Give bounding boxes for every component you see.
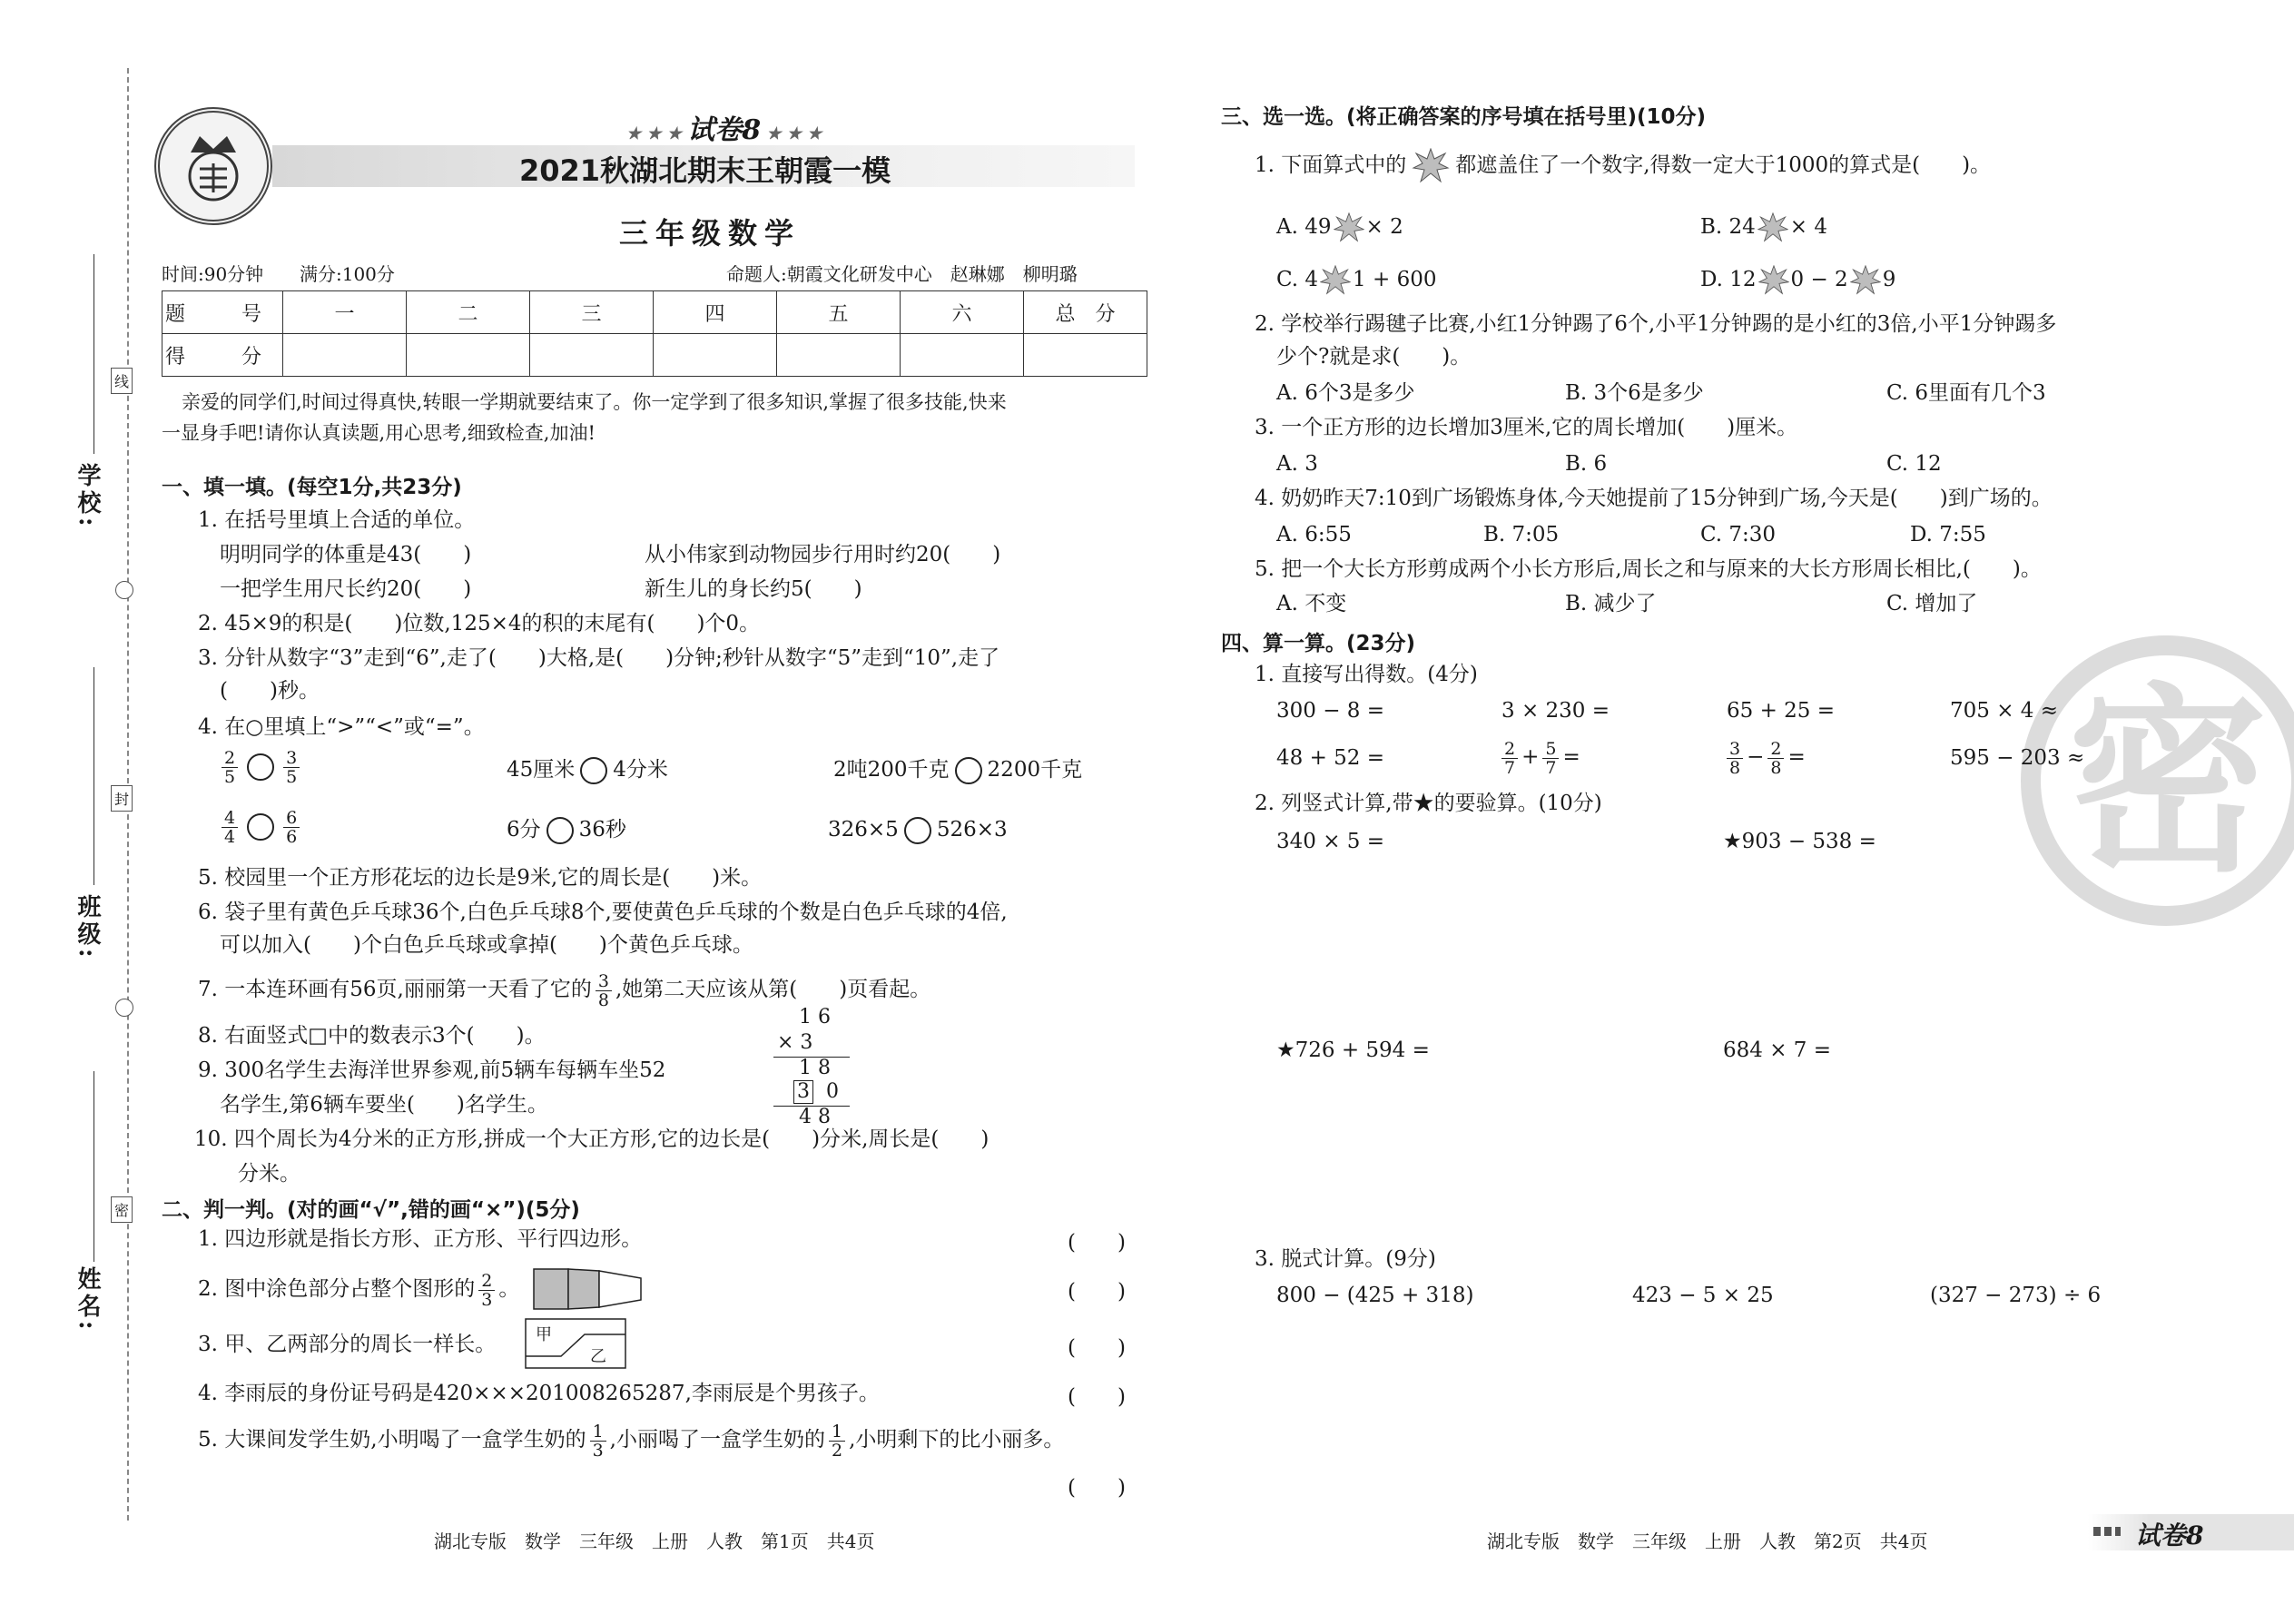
calc-item: (327 − 273) ÷ 6 (1930, 1284, 2102, 1307)
compare-right: 36秒 (578, 818, 626, 842)
fraction-numerator: 1 (829, 1422, 845, 1442)
option-text: A. 3 (1276, 452, 1318, 476)
section-title: 三、选一选。(将正确答案的序号填在括号里)(10分) (1221, 105, 1707, 129)
question-part: 1. 下面算式中的 (1255, 153, 1407, 177)
score-table-score-row (162, 334, 1147, 377)
fraction-denominator: 2 (831, 1440, 843, 1461)
option-text: C. 7:30 (1700, 523, 1777, 546)
fraction-numerator: 4 (222, 809, 238, 828)
score-cell-input[interactable] (407, 334, 530, 377)
corner-badge-label: 试卷8 (2135, 1521, 2204, 1550)
question-text: 1. 直接写出得数。(4分) (1255, 663, 1478, 686)
question-text: 6. 袋子里有黄色乒乓球36个,白色乒乓球8个,要使黄色乒乓球的个数是白色乒乓球的4倍, (198, 901, 1008, 924)
option-text: B. 6 (1565, 452, 1608, 476)
operator: + (1521, 745, 1540, 769)
region-label-yi: 乙 (590, 1347, 606, 1366)
option-text: B. 7:05 (1483, 523, 1560, 546)
calc-item: 800 − (425 + 318) (1276, 1284, 1474, 1307)
question-text: 1. 在括号里填上合适的单位。 (198, 508, 476, 532)
fraction-numerator: 2 (222, 749, 238, 768)
question-text: 名学生,第6辆车要坐( )名学生。 (220, 1093, 548, 1117)
brand-logo (154, 107, 272, 225)
perimeter-figure (525, 1318, 626, 1369)
score-cell-input[interactable] (654, 334, 777, 377)
binding-hole-icon (115, 999, 133, 1017)
question-text: 可以加入( )个白色乒乓球或拿掉( )个黄色乒乓球。 (220, 933, 753, 957)
question-text: 5. 校园里一个正方形花坛的边长是9米,它的周长是( )米。 (198, 866, 763, 890)
binding-mark-mi: 密 (111, 1196, 133, 1223)
option-part: × 2 (1365, 215, 1403, 239)
binding-mark-feng: 封 (111, 785, 133, 812)
question-text: 2. 45×9的积是( )位数,125×4的积的末尾有( )个0。 (198, 612, 761, 635)
fraction-numerator: 3 (596, 972, 612, 991)
fraction (283, 809, 300, 846)
option-text: B. 3个6是多少 (1565, 381, 1704, 405)
question-text: 5. 把一个大长方形剪成两个小长方形后,周长之和与原来的大长方形周长相比,( )。 (1255, 557, 2042, 581)
question-text: 4. 李雨辰的身份证号码是420×××201008265287,李雨辰是个男孩子。 (198, 1382, 880, 1405)
operator: = (1562, 745, 1580, 769)
score-cell-input[interactable] (1024, 334, 1147, 377)
corner-badge-deco (2093, 1527, 2121, 1536)
question-text: 3. 甲、乙两部分的周长一样长。 (198, 1333, 497, 1356)
score-table-cell: 六 (901, 291, 1024, 334)
fraction-numerator: 2 (1501, 740, 1518, 759)
section-title: 二、判一判。(对的画“√”,错的画“×”)(5分) (162, 1198, 580, 1222)
calc-row: 1 8 (799, 1057, 831, 1079)
calc-item: 340 × 5 = (1276, 830, 1385, 853)
intro-text: 亲爱的同学们,时间过得真快,转眼一学期就要结束了。你一定学到了很多知识,掌握了很多技能,快来 (182, 391, 1007, 413)
question-text: 10. 四个周长为4分米的正方形,拼成一个大正方形,它的边长是( )分米,周长是( ) (194, 1127, 989, 1151)
option-part: 0 − 2 (1790, 268, 1848, 291)
crown-icon (160, 113, 267, 220)
option-text: C. 6里面有几个3 (1886, 381, 2046, 405)
calc-box: 3 (793, 1080, 813, 1104)
fraction (222, 749, 238, 786)
fraction-denominator: 7 (1504, 757, 1516, 778)
corner-badge (2088, 1514, 2294, 1550)
fraction-denominator: 3 (592, 1440, 604, 1461)
calc-row: 4 8 (799, 1106, 831, 1128)
full-score-info: 满分:100分 (300, 263, 395, 285)
option-part: B. 24 (1700, 215, 1756, 239)
question-text (1255, 147, 1991, 184)
score-table-cell: 五 (777, 291, 901, 334)
question-text: 少个?就是求( )。 (1276, 345, 1472, 369)
score-cell-input[interactable] (283, 334, 407, 377)
badge-label: 试卷8 (687, 114, 762, 146)
subject-title: 三年级数学 (619, 216, 802, 251)
question-text: 2. 列竖式计算,带★的要验算。(10分) (1255, 792, 1602, 815)
calc-item: 423 − 5 × 25 (1632, 1284, 1774, 1307)
splat-icon (1758, 265, 1789, 296)
region-label-jia: 甲 (536, 1325, 552, 1344)
fraction-numerator: 3 (283, 749, 300, 768)
calc-item (1723, 735, 1806, 779)
question-text: 1. 四边形就是指长方形、正方形、平行四边形。 (198, 1227, 643, 1251)
question-text: 3. 分针从数字“3”走到“6”,走了( )大格,是( )分钟;秒针从数字“5”走到“10”,走了 (198, 646, 1000, 670)
compare-right: 4分米 (613, 758, 668, 782)
compare-circle[interactable] (247, 813, 274, 841)
option-text: A. 6:55 (1276, 523, 1352, 546)
option-text (1700, 211, 1827, 243)
fraction-denominator: 8 (597, 989, 609, 1010)
compare-circle[interactable] (580, 757, 607, 784)
question-part: ,小明剩下的比小丽多。 (849, 1428, 1065, 1452)
question-text: 8. 右面竖式□中的数表示3个( )。 (198, 1024, 546, 1048)
splat-icon (1334, 212, 1364, 243)
answer-paren[interactable]: ( ) (1068, 1336, 1126, 1360)
fraction (478, 1272, 495, 1309)
compare-circle[interactable] (546, 817, 574, 844)
calc-row: 0 (826, 1080, 839, 1103)
time-info: 时间:90分钟 (162, 263, 264, 285)
calc-item (1498, 735, 1580, 779)
section-title: 四、算一算。(23分) (1221, 632, 1416, 655)
question-text: ( )秒。 (220, 679, 320, 703)
fraction (596, 972, 612, 1009)
operator: − (1747, 745, 1765, 769)
question-text: 分米。 (238, 1162, 300, 1186)
score-cell-input[interactable] (777, 334, 901, 377)
score-table-cell: 二 (407, 291, 530, 334)
compare-left: 326×5 (828, 818, 899, 842)
option-part: C. 4 (1276, 268, 1319, 291)
calc-item: 595 − 203 ≈ (1950, 746, 2085, 770)
fraction (1542, 740, 1559, 777)
compare-circle[interactable] (904, 817, 931, 844)
fraction-numerator: 2 (1767, 740, 1784, 759)
question-text (198, 1418, 1064, 1462)
fraction (1767, 740, 1784, 777)
calc-item: ★903 − 538 = (1723, 830, 1876, 853)
fraction-numerator: 2 (478, 1272, 495, 1291)
question-text (198, 969, 930, 1009)
fraction (590, 1422, 606, 1460)
question-text: 3. 一个正方形的边长增加3厘米,它的周长增加( )厘米。 (1255, 416, 1798, 439)
question-text: 明明同学的体重是43( ) (220, 543, 472, 566)
calc-item: 684 × 7 = (1723, 1038, 1832, 1062)
splat-icon (1408, 148, 1453, 184)
score-cell-input[interactable] (901, 334, 1024, 377)
question-part: 。 (498, 1277, 520, 1301)
compare-left: 6分 (507, 818, 541, 842)
authors-info: 命题人:朝霞文化研发中心 赵琳娜 柳明璐 (726, 263, 1078, 285)
option-text (1276, 211, 1403, 243)
fraction-numerator: 1 (590, 1422, 606, 1442)
option-text: C. 增加了 (1886, 592, 1978, 615)
exam-title: 2021秋湖北期末王朝霞一模 (519, 153, 891, 188)
answer-paren[interactable]: ( ) (1068, 1385, 1126, 1409)
question-text: 新生儿的身长约5( ) (645, 577, 862, 601)
score-table-cell: 总 分 (1024, 291, 1147, 334)
question-text: 4. 在○里填上“>”“<”或“=”。 (198, 715, 485, 739)
exam-badge (626, 107, 822, 147)
fraction-denominator: 7 (1545, 757, 1557, 778)
question-part: ,小丽喝了一盒学生奶的 (609, 1428, 825, 1452)
compare-item (218, 806, 303, 846)
compare-left: 45厘米 (507, 758, 576, 782)
question-part: ,她第二天应该从第( )页看起。 (615, 978, 931, 1001)
school-label: 学校: (74, 463, 101, 530)
compare-item (507, 813, 626, 846)
splat-icon (1320, 265, 1351, 296)
option-part: × 4 (1789, 215, 1828, 239)
badge-stars-left: ★ ★ ★ (626, 124, 688, 143)
watermark-seal (2021, 635, 2294, 926)
fraction-denominator: 3 (481, 1289, 493, 1310)
compare-item (833, 753, 1082, 786)
section-title: 一、填一填。(每空1分,共23分) (162, 476, 462, 499)
option-text: C. 12 (1886, 452, 1942, 476)
question-part: 5. 大课间发学生奶,小明喝了一盒学生奶的 (198, 1428, 586, 1452)
question-text: 9. 300名学生去海洋世界参观,前5辆车每辆车坐52 (198, 1058, 666, 1082)
compare-item (507, 753, 668, 786)
fraction-denominator: 6 (286, 826, 298, 847)
answer-paren[interactable]: ( ) (1068, 1476, 1126, 1500)
compare-right: 526×3 (936, 818, 1008, 842)
binding-hole-icon (115, 581, 133, 599)
score-table-cell: 四 (654, 291, 777, 334)
compare-item (828, 813, 1008, 846)
page-footer: 湖北专版 数学 三年级 上册 人教 第2页 共4页 (1487, 1530, 1928, 1552)
question-part: 都遮盖住了一个数字,得数一定大于1000的算式是( )。 (1455, 153, 1992, 177)
fraction (283, 749, 300, 786)
option-part: 9 (1882, 268, 1896, 291)
question-text: 2. 学校举行踢毽子比赛,小红1分钟踢了6个,小平1分钟踢的是小红的3倍,小平1分钟踢多 (1255, 312, 2057, 336)
shaded-shape-figure (532, 1267, 643, 1311)
question-text: 3. 脱式计算。(9分) (1255, 1247, 1436, 1271)
fraction-numerator: 5 (1542, 740, 1559, 759)
option-part: D. 12 (1700, 268, 1757, 291)
compare-circle[interactable] (247, 753, 274, 781)
option-text (1276, 263, 1436, 296)
calc-item: 300 − 8 = (1276, 699, 1385, 723)
fraction-denominator: 5 (224, 766, 236, 787)
fraction-numerator: 3 (1727, 740, 1743, 759)
calc-item: 65 + 25 = (1727, 699, 1836, 723)
fraction-denominator: 4 (224, 826, 236, 847)
option-text: A. 6个3是多少 (1276, 381, 1415, 405)
question-text: 4. 奶奶昨天7:10到广场锻炼身体,今天她提前了15分钟到广场,今天是( )到广场的。 (1255, 487, 2053, 510)
calc-row: 1 6 (799, 1006, 831, 1029)
page-footer: 湖北专版 数学 三年级 上册 人教 第1页 共4页 (434, 1530, 875, 1552)
option-text: A. 不变 (1276, 592, 1347, 615)
question-text (198, 1269, 519, 1309)
badge-stars-right: ★ ★ ★ (761, 124, 822, 143)
score-table (162, 290, 1147, 377)
operator: = (1787, 745, 1806, 769)
intro-text: 一显身手吧!请你认真读题,用心思考,细致检查,加油! (162, 422, 596, 444)
compare-circle[interactable] (955, 757, 982, 784)
fraction-numerator: 6 (283, 809, 300, 828)
fraction-denominator: 5 (286, 766, 298, 787)
question-part: 7. 一本连环画有56页,丽丽第一天看了它的 (198, 978, 592, 1001)
option-text: B. 减少了 (1565, 592, 1657, 615)
question-part: 2. 图中涂色部分占整个图形的 (198, 1277, 476, 1301)
answer-paren[interactable]: ( ) (1068, 1280, 1126, 1304)
score-cell-input[interactable] (530, 334, 654, 377)
score-table-cell: 一 (283, 291, 407, 334)
question-text: 一把学生用尺长约20( ) (220, 577, 472, 601)
fraction-denominator: 8 (1729, 757, 1741, 778)
splat-icon (1850, 265, 1881, 296)
name-label: 姓名: (74, 1266, 101, 1334)
fraction (829, 1422, 845, 1460)
fraction-denominator: 8 (1770, 757, 1782, 778)
compare-item (218, 746, 303, 786)
calc-row: × 3 (777, 1031, 813, 1054)
fraction (1727, 740, 1743, 777)
option-text: D. 7:55 (1910, 523, 1986, 546)
splat-icon (1757, 212, 1788, 243)
class-label: 班级: (74, 894, 101, 961)
calc-item: 3 × 230 = (1501, 699, 1610, 723)
question-text: 从小伟家到动物园步行用时约20( ) (645, 543, 1001, 566)
compare-left: 2吨200千克 (833, 758, 950, 782)
fraction (1501, 740, 1518, 777)
watermark-char: 密 (2068, 666, 2269, 899)
answer-paren[interactable]: ( ) (1068, 1231, 1126, 1255)
calc-item: 48 + 52 = (1276, 746, 1385, 770)
fraction (222, 809, 238, 846)
score-table-header-row (162, 291, 1147, 334)
compare-right: 2200千克 (987, 758, 1083, 782)
score-table-cell: 三 (530, 291, 654, 334)
calc-item: ★726 + 594 = (1276, 1038, 1430, 1062)
score-table-cell: 题 号 (162, 291, 283, 334)
option-part: A. 49 (1276, 215, 1332, 239)
option-part: 1 + 600 (1353, 268, 1437, 291)
binding-mark-xian: 线 (111, 368, 133, 394)
score-table-cell: 得 分 (162, 334, 283, 377)
option-text (1700, 263, 1895, 296)
calc-item: 705 × 4 ≈ (1950, 699, 2059, 723)
